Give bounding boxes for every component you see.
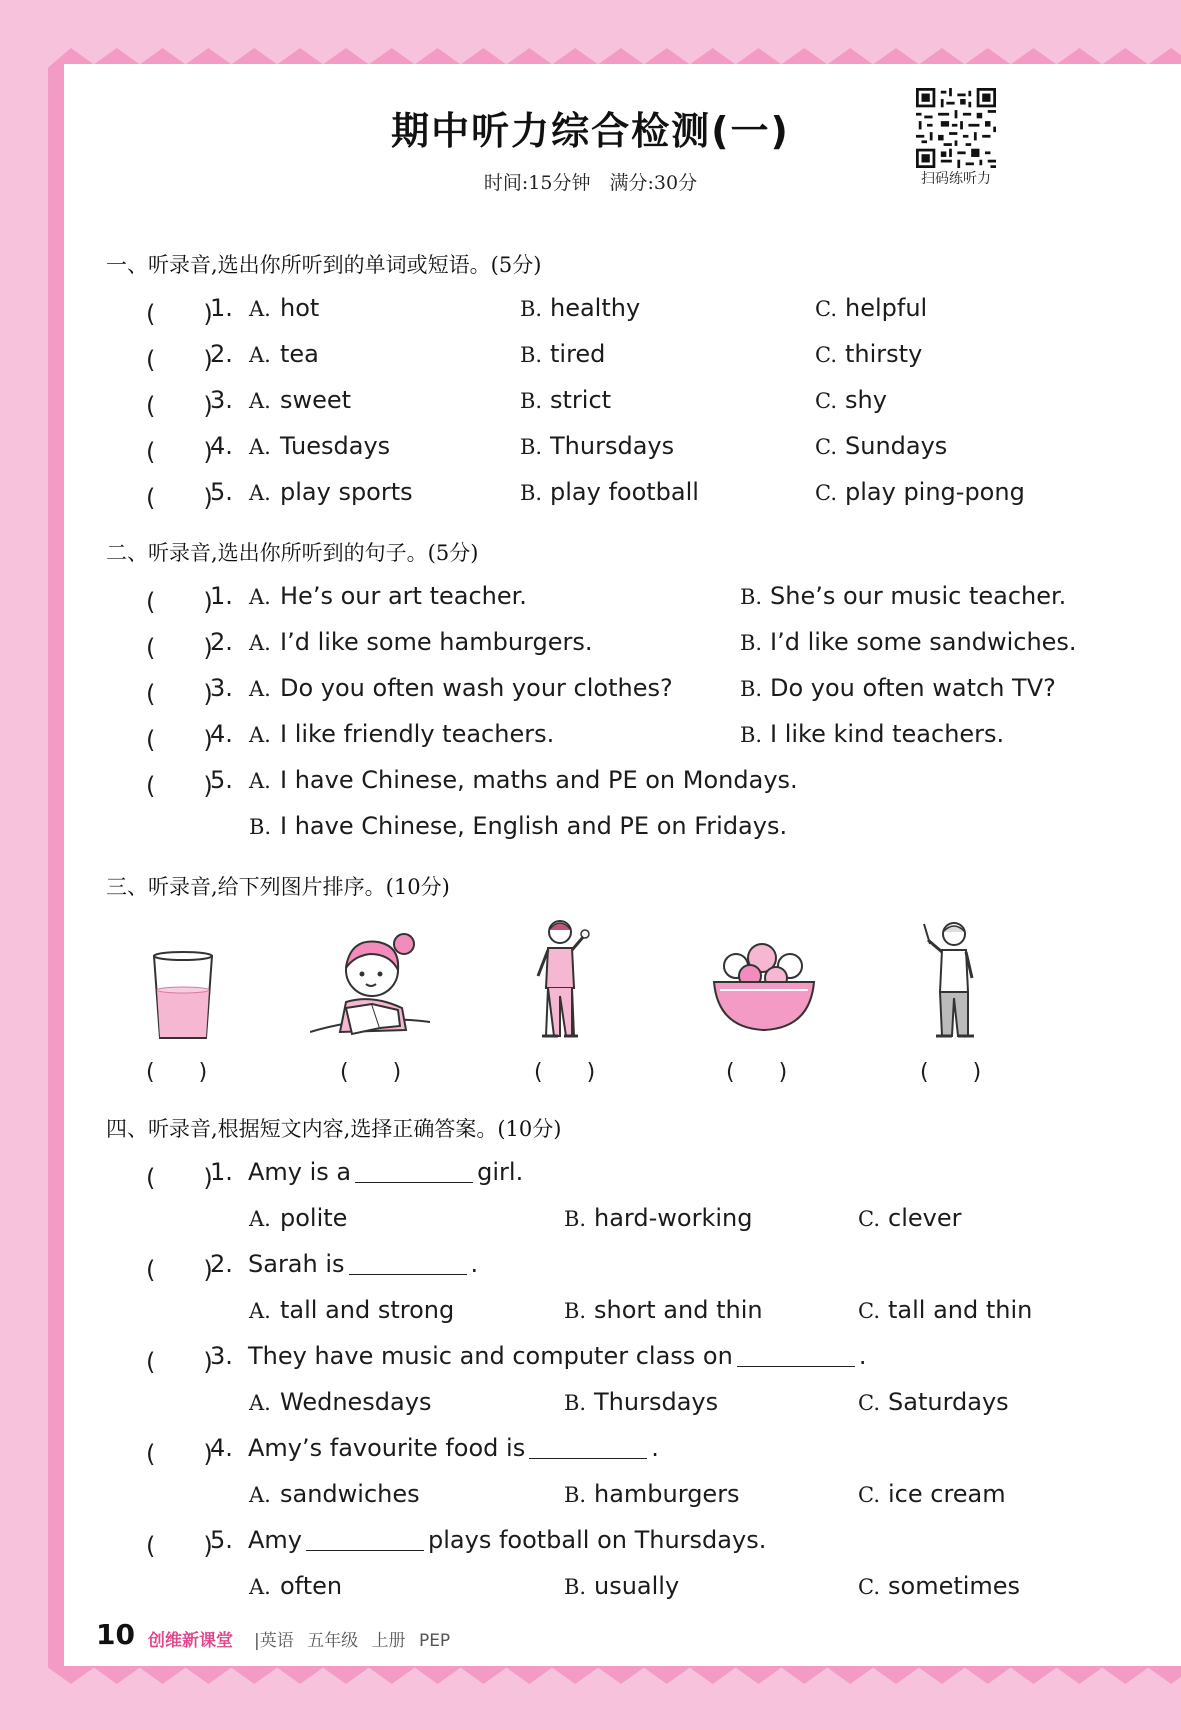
question-stem: [248, 1342, 866, 1370]
option-c-letter: C.: [815, 297, 837, 321]
s2-question-4: [0, 720, 1181, 754]
option-a: I have Chinese, maths and PE on Mondays.: [280, 766, 798, 794]
question-number: 3.: [210, 386, 233, 414]
qr-code-icon[interactable]: [916, 88, 996, 168]
option-b-letter: B.: [564, 1207, 587, 1231]
option-b: strict: [550, 386, 612, 414]
stem-text: They have music and computer class on: [248, 1342, 733, 1370]
s2-question-3: [0, 674, 1181, 708]
answer-blank[interactable]: ( ): [146, 1348, 213, 1376]
s4-question-2-options: [0, 1296, 1181, 1330]
answer-blank[interactable]: ( ): [146, 726, 213, 754]
answer-blank[interactable]: ( ): [146, 634, 213, 662]
option-a-letter: A.: [249, 343, 271, 367]
s4-question-3-options: [0, 1388, 1181, 1422]
book-details: |英语 五年级 上册 PEP: [254, 1631, 451, 1651]
section-1-heading: 一、听录音,选出你所听到的单词或短语。(5分): [106, 253, 542, 277]
option-c: Sundays: [845, 432, 948, 460]
option-a: sweet: [280, 386, 352, 414]
option-b-letter: B.: [564, 1391, 587, 1415]
option-b: hard-working: [594, 1204, 753, 1232]
option-a: tea: [280, 340, 319, 368]
option-b: Thursdays: [594, 1388, 719, 1416]
picture-2-answer-blank[interactable]: ( ): [340, 1060, 402, 1085]
stem-text-after: .: [858, 1342, 867, 1370]
option-b-letter: B.: [564, 1299, 587, 1323]
question-stem: [248, 1434, 659, 1462]
option-b: healthy: [550, 294, 641, 322]
picture-5-answer-blank[interactable]: ( ): [920, 1060, 982, 1085]
option-b-letter: B.: [520, 389, 543, 413]
option-a: sandwiches: [280, 1480, 420, 1508]
fill-in-blank: [737, 1366, 855, 1367]
option-b: play football: [550, 478, 699, 506]
option-a-letter: A.: [249, 631, 271, 655]
answer-blank[interactable]: ( ): [146, 392, 213, 420]
s2-question-2: [0, 628, 1181, 662]
answer-blank[interactable]: ( ): [146, 484, 213, 512]
answer-blank[interactable]: ( ): [146, 1256, 213, 1284]
option-c-letter: C.: [858, 1391, 880, 1415]
option-b-letter: B.: [740, 723, 763, 747]
s4-question-5: [0, 1526, 1181, 1560]
question-number: 3.: [210, 1342, 233, 1370]
option-a-letter: A.: [249, 435, 271, 459]
option-a-letter: A.: [249, 481, 271, 505]
option-a: He’s our art teacher.: [280, 582, 527, 610]
question-number: 5.: [210, 478, 233, 506]
girl-reading-icon: [310, 922, 436, 1042]
option-a-letter: A.: [249, 585, 271, 609]
answer-blank[interactable]: ( ): [146, 438, 213, 466]
option-b-letter: B.: [564, 1575, 587, 1599]
option-a: tall and strong: [280, 1296, 455, 1324]
picture-4-answer-blank[interactable]: ( ): [726, 1060, 788, 1085]
option-a-letter: A.: [249, 677, 271, 701]
section-4-heading: 四、听录音,根据短文内容,选择正确答案。(10分): [106, 1117, 562, 1141]
option-a: Wednesdays: [280, 1388, 432, 1416]
question-stem: [248, 1250, 478, 1278]
picture-3-answer-blank[interactable]: ( ): [534, 1060, 596, 1085]
answer-blank[interactable]: ( ): [146, 300, 213, 328]
s4-question-3: [0, 1342, 1181, 1376]
question-number: 3.: [210, 674, 233, 702]
question-number: 1.: [210, 294, 233, 322]
option-b: She’s our music teacher.: [770, 582, 1067, 610]
option-c-letter: C.: [858, 1207, 880, 1231]
option-b-letter: B.: [740, 585, 763, 609]
question-stem: [248, 1526, 766, 1554]
option-a: I’d like some hamburgers.: [280, 628, 593, 656]
question-number: 1.: [210, 1158, 233, 1186]
option-a-letter: A.: [249, 1483, 271, 1507]
s1-question-1: [0, 294, 1181, 328]
fill-in-blank: [529, 1458, 647, 1459]
option-c: helpful: [845, 294, 928, 322]
answer-blank[interactable]: ( ): [146, 680, 213, 708]
option-c-letter: C.: [815, 481, 837, 505]
option-b-letter: B.: [740, 677, 763, 701]
option-b: Do you often watch TV?: [770, 674, 1056, 702]
option-c: play ping-pong: [845, 478, 1025, 506]
s1-question-5: [0, 478, 1181, 512]
option-a-letter: A.: [249, 389, 271, 413]
option-a-letter: A.: [249, 1575, 271, 1599]
option-a-letter: A.: [249, 1207, 271, 1231]
section-2-heading: 二、听录音,选出你所听到的句子。(5分): [106, 541, 479, 565]
s1-question-3: [0, 386, 1181, 420]
question-number: 2.: [210, 628, 233, 656]
question-number: 2.: [210, 1250, 233, 1278]
time-score-info: 时间:15分钟 满分:30分: [483, 172, 698, 194]
question-number: 5.: [210, 1526, 233, 1554]
option-c-letter: C.: [858, 1575, 880, 1599]
question-number: 5.: [210, 766, 233, 794]
s1-question-2: [0, 340, 1181, 374]
s4-question-4-options: [0, 1480, 1181, 1514]
option-c: sometimes: [888, 1572, 1021, 1600]
option-b: usually: [594, 1572, 680, 1600]
option-b-letter: B.: [520, 435, 543, 459]
option-b-letter: B.: [740, 631, 763, 655]
option-a-letter: A.: [249, 297, 271, 321]
option-a: I like friendly teachers.: [280, 720, 555, 748]
option-a-letter: A.: [249, 769, 271, 793]
option-b: Thursdays: [550, 432, 675, 460]
question-number: 4.: [210, 1434, 233, 1462]
s4-question-5-options: [0, 1572, 1181, 1606]
option-b: I’d like some sandwiches.: [770, 628, 1077, 656]
fill-in-blank: [355, 1182, 473, 1183]
option-c: ice cream: [888, 1480, 1006, 1508]
option-b-letter: B.: [564, 1483, 587, 1507]
stem-text-after: girl.: [477, 1158, 524, 1186]
question-number: 4.: [210, 720, 233, 748]
option-a-letter: A.: [249, 1391, 271, 1415]
option-a: play sports: [280, 478, 413, 506]
stem-text: Sarah is: [248, 1250, 345, 1278]
s2-question-5-option-b: [0, 812, 1181, 846]
s4-question-1-options: [0, 1204, 1181, 1238]
s4-question-4: [0, 1434, 1181, 1468]
s1-question-4: [0, 432, 1181, 466]
option-c-letter: C.: [815, 435, 837, 459]
section-3-heading: 三、听录音,给下列图片排序。(10分): [106, 875, 450, 899]
answer-blank[interactable]: ( ): [146, 1532, 213, 1560]
option-c: Saturdays: [888, 1388, 1009, 1416]
tall-girl-icon: [532, 918, 592, 1042]
option-b-letter: B.: [520, 297, 543, 321]
option-a: polite: [280, 1204, 348, 1232]
option-a-letter: A.: [249, 723, 271, 747]
qr-code-label: 扫码练听力: [921, 171, 991, 187]
s2-question-1: [0, 582, 1181, 616]
question-number: 4.: [210, 432, 233, 460]
option-b: hamburgers: [594, 1480, 740, 1508]
question-number: 1.: [210, 582, 233, 610]
option-c-letter: C.: [858, 1483, 880, 1507]
s2-question-5: [0, 766, 1181, 800]
option-c: tall and thin: [888, 1296, 1033, 1324]
option-c-letter: C.: [815, 389, 837, 413]
stem-text: Amy is a: [248, 1158, 352, 1186]
option-c: shy: [845, 386, 887, 414]
fill-in-blank: [349, 1274, 467, 1275]
answer-blank[interactable]: ( ): [146, 772, 213, 800]
brand-name: 创维新课堂: [148, 1631, 233, 1651]
stem-text-after: .: [470, 1250, 479, 1278]
answer-blank[interactable]: ( ): [146, 588, 213, 616]
s4-question-2: [0, 1250, 1181, 1284]
option-c-letter: C.: [858, 1299, 880, 1323]
option-a: Do you often wash your clothes?: [280, 674, 673, 702]
option-b-letter: B.: [520, 481, 543, 505]
option-a: hot: [280, 294, 320, 322]
answer-blank[interactable]: ( ): [146, 1164, 213, 1192]
old-man-teacher-icon: [920, 918, 982, 1042]
stem-text: Amy’s favourite food is: [248, 1434, 526, 1462]
option-b: I like kind teachers.: [770, 720, 1005, 748]
option-b-letter: B.: [249, 815, 272, 839]
fill-in-blank: [306, 1550, 424, 1551]
page-number: 10: [96, 1618, 135, 1651]
stem-text-after: plays football on Thursdays.: [428, 1526, 767, 1554]
picture-1-answer-blank[interactable]: ( ): [146, 1060, 208, 1085]
option-a: often: [280, 1572, 343, 1600]
page-title: 期中听力综合检测(一): [391, 109, 790, 153]
answer-blank[interactable]: ( ): [146, 1440, 213, 1468]
fruit-salad-icon: [710, 936, 818, 1036]
option-c: thirsty: [845, 340, 923, 368]
option-c: clever: [888, 1204, 962, 1232]
option-a: Tuesdays: [280, 432, 391, 460]
glass-of-water-icon: [150, 950, 216, 1042]
option-b: tired: [550, 340, 606, 368]
stem-text-after: .: [651, 1434, 659, 1462]
s4-question-1: [0, 1158, 1181, 1192]
option-b: short and thin: [594, 1296, 763, 1324]
answer-blank[interactable]: ( ): [146, 346, 213, 374]
option-c-letter: C.: [815, 343, 837, 367]
option-b-letter: B.: [520, 343, 543, 367]
stem-text: Amy: [248, 1526, 302, 1554]
question-stem: [248, 1158, 523, 1186]
option-a-letter: A.: [249, 1299, 271, 1323]
question-number: 2.: [210, 340, 233, 368]
option-b: I have Chinese, English and PE on Fridays.: [280, 812, 788, 840]
